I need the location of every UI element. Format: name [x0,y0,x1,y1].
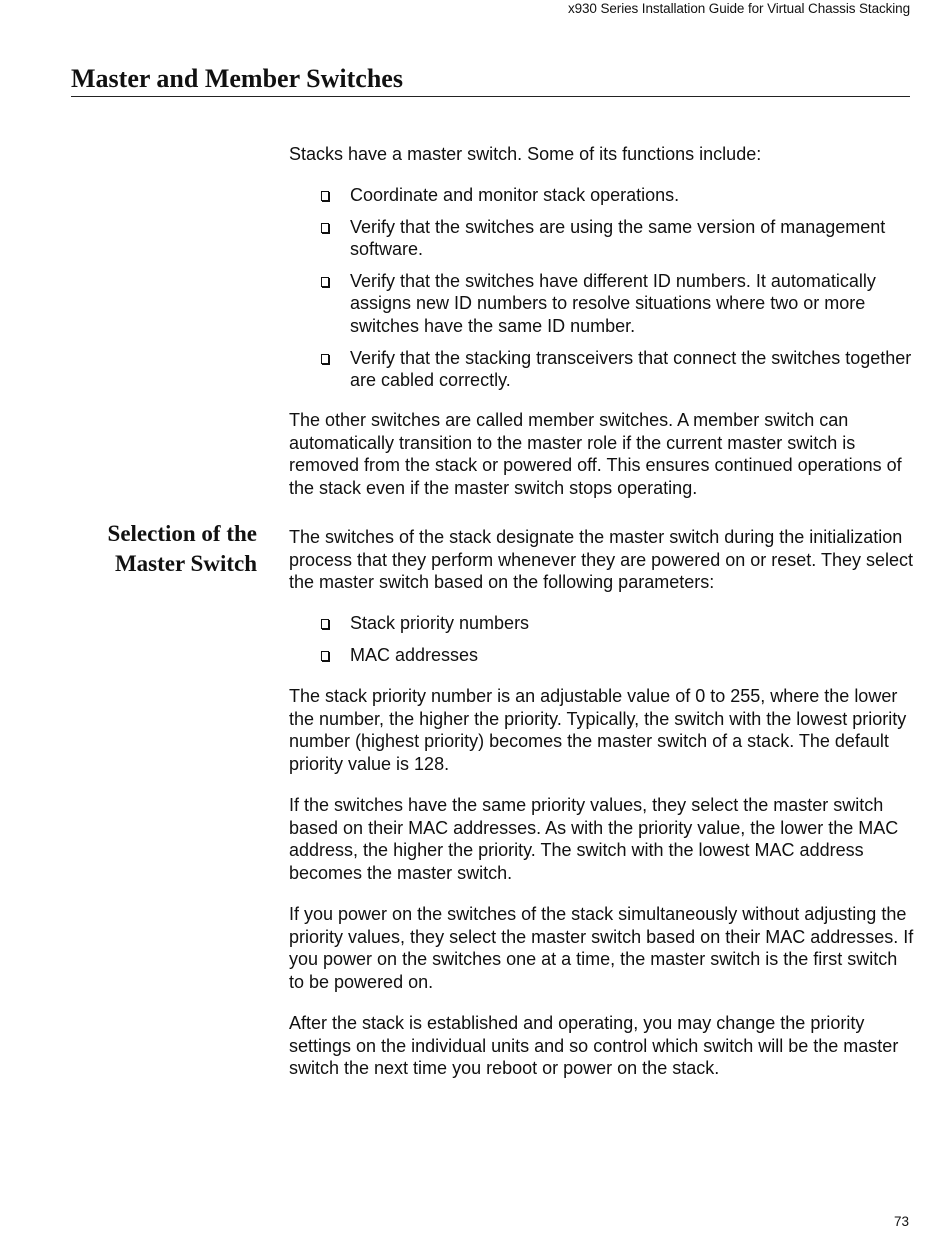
checkbox-bullet-icon [321,277,329,287]
list-item-text: Stack priority numbers [350,613,530,633]
selection-heading [40,519,257,579]
section-title: Master and Member Switches [71,62,910,97]
page-number: 73 [893,1214,909,1229]
list-item-text: Verify that the switches have different ID numbers. It automatically assigns new ID numbers to resolve situations where two or more switches have the same ID number. [350,270,876,336]
change-priority-paragraph: After the stack is established and operating, you may change the priority settings on the individual units and so control which switch will be the master switch the next time you reboot or power on the stack. [289,1013,899,1079]
checkbox-bullet-icon [321,191,329,201]
list-item [289,216,914,261]
selection-parameters-list [289,612,914,666]
list-item [289,184,914,207]
selection-lead: The switches of the stack designate the master switch during the initialization process that they perform whenever they are powered on or reset. They select the master switch based on the following parameters: [289,527,913,593]
checkbox-bullet-icon [321,619,329,629]
selection-heading-line2: Master Switch [114,551,257,576]
list-item-text: Coordinate and monitor stack operations. [350,185,680,205]
list-item [289,347,914,392]
checkbox-bullet-icon [321,223,329,233]
priority-paragraph: The stack priority number is an adjustable value of 0 to 255, where the lower the number, the higher the priority. Typically, the switch with the lowest priority number (highest priority) becomes the master switch of a stack. The default priority value is 128. [289,686,907,774]
intro-lead: Stacks have a master switch. Some of its functions include: [289,144,762,164]
list-item-text: Verify that the stacking transceivers that connect the switches together are cabled correctly. [350,347,912,391]
list-item [289,612,914,635]
master-functions-list [289,184,914,392]
power-on-paragraph: If you power on the switches of the stack simultaneously without adjusting the priority values, they select the master switch based on their MAC addresses. If you power on the switches one at a time, the master switch is the first switch to be powered on. [289,904,914,992]
checkbox-bullet-icon [321,651,329,661]
running-header: x930 Series Installation Guide for Virtual Chassis Stacking [567,1,910,16]
selection-heading-line1: Selection of the [107,521,257,546]
list-item-text: MAC addresses [350,644,479,665]
mac-address-paragraph: If the switches have the same priority values, they select the master switch based on their MAC addresses. As with the priority value, the lower the MAC address, the higher the priority. The switch with the lowest MAC address becomes the master switch. [289,795,899,883]
list-item [289,270,914,338]
list-item-text: Verify that the switches are using the same version of management software. [350,216,886,260]
checkbox-bullet-icon [321,354,329,364]
list-item [289,644,914,667]
member-switches-paragraph: The other switches are called member switches. A member switch can automatically transition to the master role if the current master switch is removed from the stack or powered off. This ensures continued operations of the stack even if the master switch stops operating. [289,410,902,498]
